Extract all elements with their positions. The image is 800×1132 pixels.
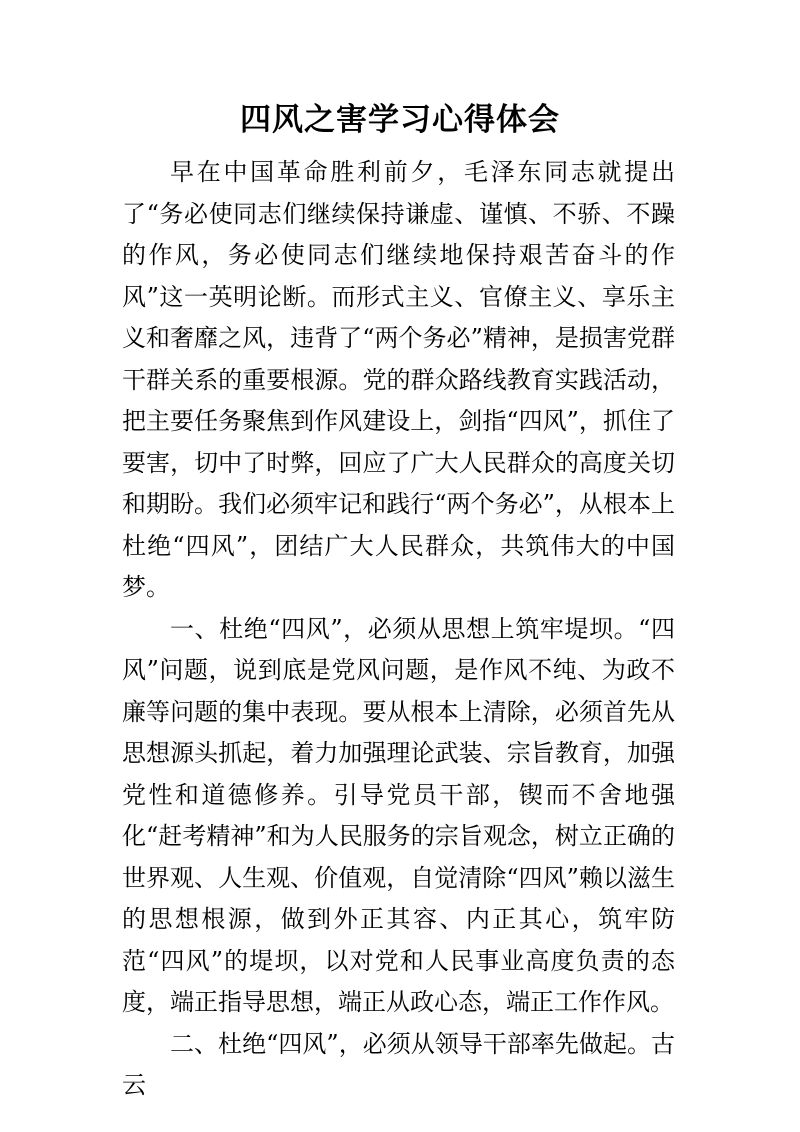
document-body: [122, 152, 675, 1107]
paragraph-intro: 早在中国革命胜利前夕，毛泽东同志就提出了“务必使同志们继续保持谦虚、谨慎、不骄、不躁的作风，务必使同志们继续地保持艰苦奋斗的作风”这一英明论断。而形式主义、官僚主义、享乐主义和奢靡之风，违背了“两个务必”精神，是损害党群干群关系的重要根源。党的群众路线教育实践活动，把主要任务聚焦到作风建设上，剑指“四风”，抓住了要害，切中了时弊，回应了广大人民群众的高度关切和期盼。我们必须牢记和践行“两个务必”，从根本上杜绝“四风”，团结广大人民群众，共筑伟大的中国梦。: [122, 158, 675, 601]
document-title: 四风之害学习心得体会: [240, 102, 560, 138]
paragraph-section-1: 一、杜绝“四风”，必须从思想上筑牢堤坝。“四风”问题，说到底是党风问题，是作风不纯、为政不廉等问题的集中表现。要从根本上清除，必须首先从思想源头抓起，着力加强理论武装、宗旨教育，加强党性和道德修养。引导党员干部，锲而不舍地强化“赶考精神”和为人民服务的宗旨观念，树立正确的世界观、人生观、价值观，自觉清除“四风”赖以滋生的思想根源，做到外正其容、内正其心，筑牢防范“四风”的堤坝，以对党和人民事业高度负责的态度，端正指导思想，端正从政心态，端正工作作风。: [122, 614, 675, 1016]
paragraph-section-2: 二、杜绝“四风”，必须从领导干部率先做起。古云: [122, 1029, 675, 1099]
